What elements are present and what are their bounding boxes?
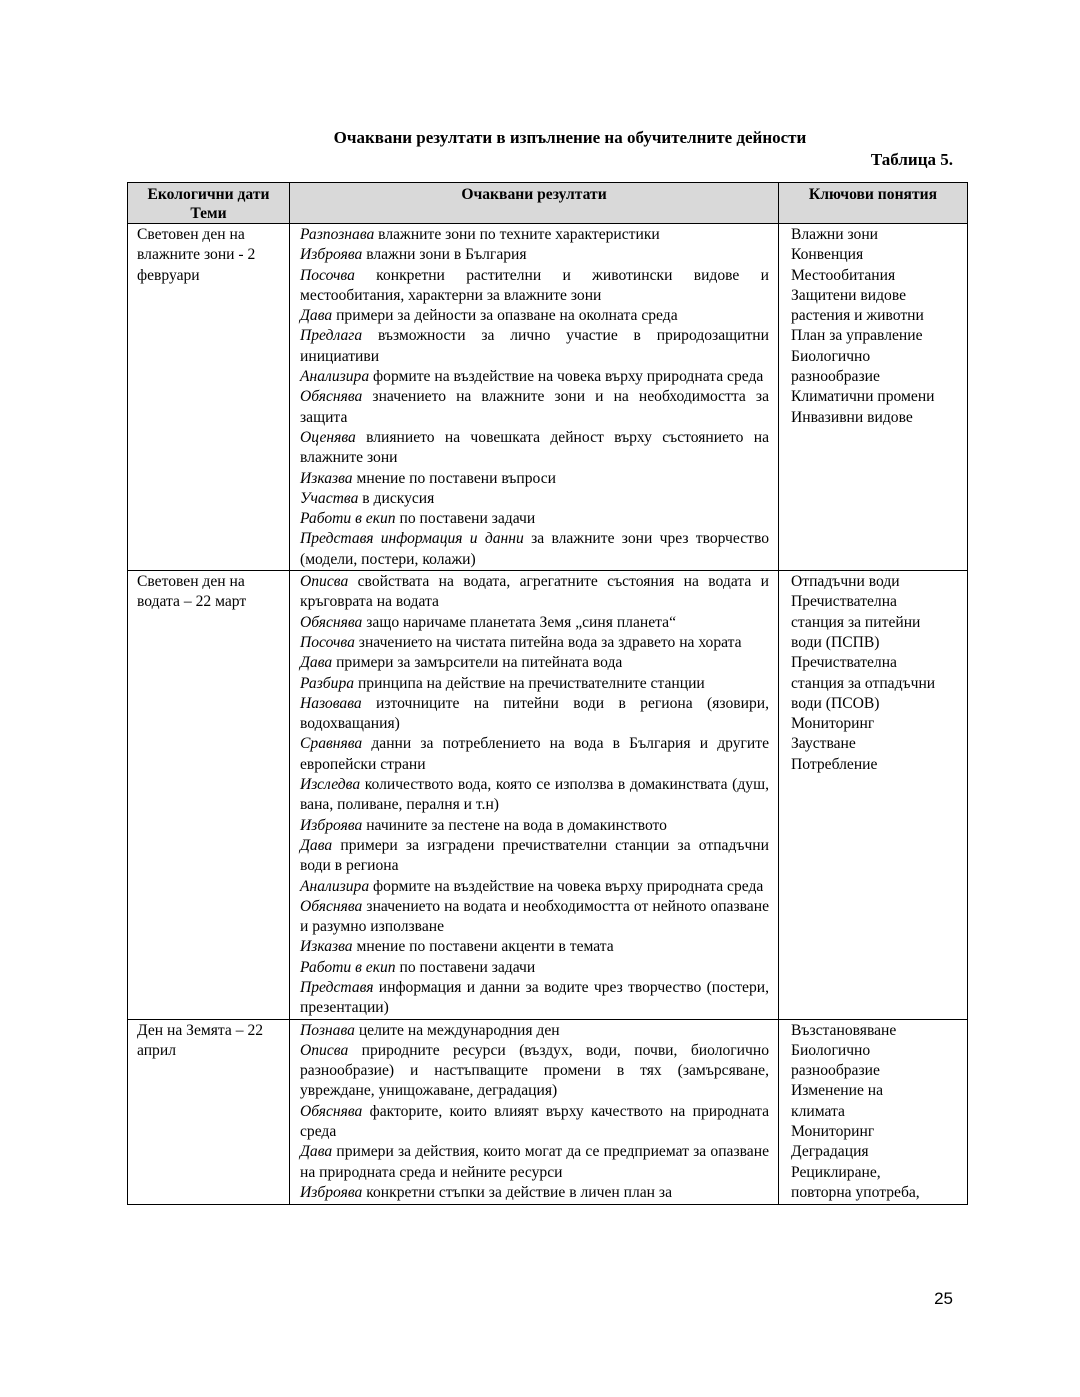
result-verb: Посочва — [300, 633, 355, 651]
header-results: Очаквани резултати — [290, 183, 779, 224]
result-text: мнение по поставени въпроси — [352, 469, 556, 487]
result-text: значението на чистата питейна вода за здравето на хората — [354, 633, 742, 651]
concept-item: Изменение на — [791, 1082, 884, 1100]
concept-item: води (ПСОВ) — [791, 694, 880, 712]
theme-cell: Световен ден на влажните зони - 2 февруари — [128, 224, 290, 571]
result-item — [300, 245, 769, 265]
table-row — [128, 1019, 968, 1204]
result-verb: Обяснява — [300, 388, 363, 406]
concept-item: Инвазивни видове — [791, 408, 913, 426]
concept-item: Потребление — [791, 755, 878, 773]
results-cell — [290, 1019, 779, 1204]
result-text: влиянието на човешката дейност върху състоянието на влажните зони — [300, 428, 769, 467]
result-text: формите на въздействие на човека върху природната среда — [369, 877, 764, 895]
result-item — [300, 225, 769, 245]
result-text: по поставени задачи — [395, 510, 536, 528]
concept-item: Климатични промени — [791, 388, 935, 406]
table-header-row — [128, 183, 968, 224]
result-item — [300, 326, 769, 367]
result-item — [300, 734, 769, 775]
result-item — [300, 572, 769, 613]
result-verb: Познава — [300, 1021, 355, 1039]
result-verb: Работи в екип — [300, 958, 396, 976]
concept-item: Биологично — [791, 347, 871, 365]
concept-item: води (ПСПВ) — [791, 633, 880, 651]
result-item — [300, 509, 769, 529]
result-text: значението на водата и необходимостта от нейното опазване и разумно използване — [300, 897, 769, 936]
result-item — [300, 469, 769, 489]
result-verb: Представя — [300, 978, 374, 996]
result-verb: Изброява — [300, 1183, 363, 1201]
result-verb: Анализира — [300, 877, 370, 895]
result-verb: Изследва — [300, 776, 361, 794]
result-verb: Анализира — [300, 368, 370, 386]
result-item — [300, 816, 769, 836]
concept-item: повторна употреба, — [791, 1183, 920, 1201]
result-text: информация и данни за водите чрез творчество (постери, презентации) — [300, 978, 769, 1017]
result-text: примери за действия, които могат да се предприемат за опазване на природната среда и нейните ресурси — [300, 1143, 769, 1181]
concept-item: Пречиствателна — [791, 593, 897, 611]
concept-item: Пречиствателна — [791, 654, 897, 672]
result-text: природните ресурси (въздух, води, почви, биологично разнообразие) и настъпващите промени в тях (замърсяване, увреждане, унищожаване, деградация) — [300, 1041, 769, 1100]
result-item — [300, 1183, 769, 1203]
result-text: възможности за лично участие в природозащитни инициативи — [300, 327, 769, 365]
concepts-cell — [779, 1019, 968, 1204]
concept-item: Влажни зони — [791, 226, 879, 243]
result-item — [300, 694, 769, 735]
result-item — [300, 937, 769, 957]
concept-item: Защитени видове — [791, 286, 907, 304]
result-text: защо наричаме планетата Земя „синя планета“ — [362, 613, 676, 631]
result-item — [300, 1041, 769, 1102]
result-item — [300, 529, 769, 570]
table-row — [128, 224, 968, 571]
result-text: влажните зони по техните характеристики — [374, 226, 660, 243]
result-text: влажни зони в България — [362, 246, 527, 264]
concept-item: Отпадъчни води — [791, 573, 900, 591]
result-verb: Изказва — [300, 938, 353, 956]
result-text: примери за дейности за опазване на околната среда — [332, 307, 678, 325]
concept-item: Деградация — [791, 1143, 869, 1161]
page-number: 25 — [934, 1289, 953, 1308]
results-table — [127, 182, 968, 1205]
result-verb: Обяснява — [300, 897, 363, 915]
result-item — [300, 633, 769, 653]
result-text: примери за изградени пречиствателни станции за отпадъчни води в региона — [300, 836, 769, 875]
result-item — [300, 978, 769, 1019]
result-verb: Дава — [300, 1143, 333, 1161]
concept-item: станция за питейни — [791, 613, 921, 631]
concept-item: разнообразие — [791, 368, 880, 386]
result-text: конкретни растителни и животински видове и местообитания, характерни за влажните зони — [300, 266, 769, 304]
result-item — [300, 489, 769, 509]
result-item — [300, 1142, 769, 1183]
concept-item: разнообразие — [791, 1062, 880, 1080]
result-text: начините за пестене на вода в домакинството — [362, 816, 667, 834]
theme-cell: Ден на Земята – 22 април — [128, 1019, 290, 1204]
concepts-cell — [779, 224, 968, 571]
concept-item: станция за отпадъчни — [791, 674, 936, 692]
result-text: в дискусия — [358, 489, 435, 507]
concept-item: растения и животни — [791, 307, 924, 325]
concept-item: климата — [791, 1102, 845, 1120]
result-item — [300, 877, 769, 897]
result-verb: Сравнява — [300, 735, 363, 753]
concept-item: Конвенция — [791, 246, 864, 264]
result-text: данни за потреблението на вода в България и другите европейски страни — [300, 735, 769, 773]
header-concepts: Ключови понятия — [779, 183, 968, 224]
result-item — [300, 674, 769, 694]
result-verb: Посочва — [300, 266, 355, 284]
result-item — [300, 266, 769, 307]
result-item — [300, 897, 769, 938]
result-text: факторите, които влияят върху качеството на природната среда — [300, 1102, 769, 1141]
result-text: примери за замърсители на питейната вода — [332, 654, 623, 672]
result-text: за влажните зони чрез творчество (модели, постери, колажи) — [300, 530, 769, 568]
result-verb: Дава — [300, 654, 333, 672]
result-text: целите на международния ден — [354, 1021, 560, 1039]
result-verb: Назовава — [300, 694, 362, 712]
concept-item: Местообитания — [791, 266, 896, 284]
result-verb: Изброява — [300, 816, 363, 834]
result-verb: Предлага — [300, 327, 363, 345]
table-label: Таблица 5. — [870, 150, 953, 169]
concept-item: Мониторинг — [791, 715, 875, 733]
concept-item: Мониторинг — [791, 1123, 875, 1141]
concept-item: Рециклиране, — [791, 1163, 881, 1181]
result-item — [300, 367, 769, 387]
result-text: източниците на питейни води в региона (язовири, водохващания) — [300, 694, 769, 733]
table-row — [128, 571, 968, 1020]
results-cell — [290, 571, 779, 1020]
result-item — [300, 613, 769, 633]
result-text: конкретни стъпки за действие в личен план за — [362, 1183, 672, 1201]
result-text: мнение по поставени акценти в темата — [352, 938, 614, 956]
result-verb: Обяснява — [300, 613, 363, 631]
result-verb: Изказва — [300, 469, 353, 487]
concept-item: Заустване — [791, 735, 856, 753]
result-item — [300, 958, 769, 978]
result-text: по поставени задачи — [395, 958, 536, 976]
result-verb: Работи в екип — [300, 510, 396, 528]
header-themes: Екологични дати Теми — [128, 183, 290, 224]
result-item — [300, 775, 769, 816]
result-verb: Описва — [300, 573, 349, 591]
results-cell — [290, 224, 779, 571]
concepts-cell — [779, 571, 968, 1020]
result-item — [300, 306, 769, 326]
result-item — [300, 428, 769, 469]
page-title: Очаквани резултати в изпълнение на обучителните дейности — [333, 128, 807, 147]
result-verb: Оценява — [300, 428, 356, 446]
result-text: принципа на действие на пречиствателните станции — [354, 674, 705, 692]
result-verb: Дава — [300, 836, 333, 854]
result-verb: Изброява — [300, 246, 363, 264]
result-text: количеството вода, която се използва в домакинствата (душ, вана, поливане, пералня и т.н) — [300, 776, 769, 814]
concept-item: Възстановяване — [791, 1021, 897, 1039]
result-verb: Дава — [300, 307, 333, 325]
result-verb: Обяснява — [300, 1102, 363, 1120]
result-verb: Участва — [300, 489, 359, 507]
result-text: значението на влажните зони и на необходимостта за защита — [300, 388, 769, 426]
concept-item: План за управление — [791, 327, 923, 345]
result-item — [300, 653, 769, 673]
result-verb: Представя информация и данни — [300, 530, 524, 548]
result-item — [300, 1102, 769, 1143]
result-item — [300, 1021, 769, 1041]
concept-item: Биологично — [791, 1041, 871, 1059]
result-verb: Разпознава — [300, 226, 375, 243]
theme-cell: Световен ден на водата – 22 март — [128, 571, 290, 1020]
result-verb: Разбира — [300, 674, 355, 692]
result-item — [300, 836, 769, 877]
result-verb: Описва — [300, 1041, 349, 1059]
result-item — [300, 387, 769, 428]
result-text: свойствата на водата, агрегатните състояния на водата и кръговрата на водата — [300, 573, 769, 611]
result-text: формите на въздействие на човека върху природната среда — [369, 368, 764, 386]
